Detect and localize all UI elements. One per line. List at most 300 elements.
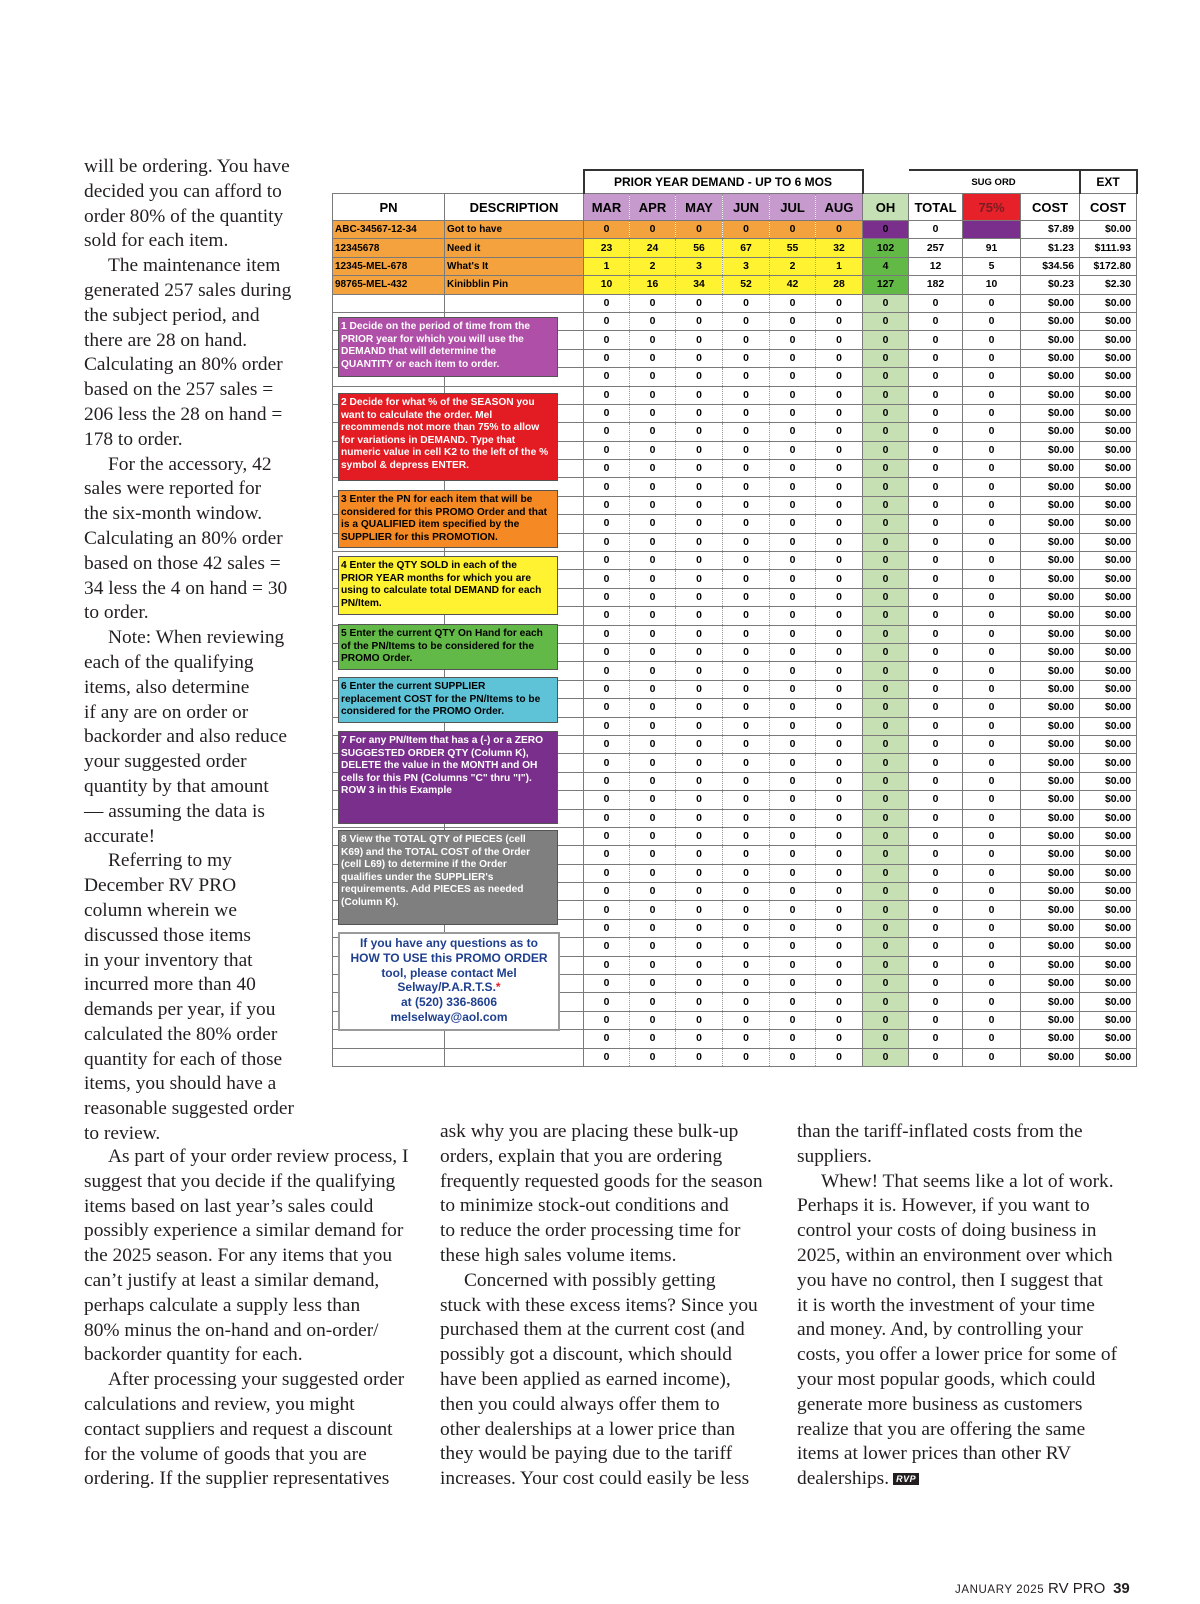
month-cell: 0 [584, 460, 630, 478]
oh-cell: 0 [863, 809, 909, 827]
prior-year-demand-header: PRIOR YEAR DEMAND - UP TO 6 MOS [584, 170, 863, 194]
sug-ord-cell: 0 [963, 809, 1021, 827]
contact-line: at (520) 336-8606 [400, 995, 498, 1010]
month-cell: 0 [816, 883, 863, 901]
article-line: your most popular goods, which could [797, 1368, 1096, 1390]
article-line: stuck with these excess items? Since you [440, 1294, 758, 1316]
step-line: qualifies under the SUPPLIER's [341, 871, 494, 883]
cost-cell: $0.00 [1021, 404, 1080, 422]
month-cell: 0 [816, 607, 863, 625]
month-cell: 0 [816, 975, 863, 993]
month-cell: 0 [723, 754, 770, 772]
total-cell: 0 [909, 864, 963, 882]
article-line: Note: When reviewing [108, 627, 285, 649]
cost-cell: $0.00 [1021, 607, 1080, 625]
month-cell: 0 [723, 846, 770, 864]
month-cell: 0 [630, 533, 676, 551]
sug-ord-cell: 0 [963, 938, 1021, 956]
month-cell: 0 [770, 441, 816, 459]
step-line: 8 View the TOTAL QTY of PIECES (cell [341, 834, 526, 845]
month-cell: 0 [770, 699, 816, 717]
step-line: considered for the PROMO Order. [341, 706, 505, 718]
oh-header: OH [863, 194, 909, 221]
oh-cell: 0 [863, 441, 909, 459]
month-cell: 0 [676, 478, 723, 496]
total-cell: 0 [909, 625, 963, 643]
ext-cost-cell: $2.30 [1080, 276, 1137, 294]
month-cell: 0 [630, 735, 676, 753]
description-cell [445, 294, 584, 312]
sug-ord-cell: 0 [963, 643, 1021, 661]
article-line: items based on last year’s sales could [84, 1195, 374, 1217]
cost-cell: $0.00 [1021, 735, 1080, 753]
oh-cell: 0 [863, 662, 909, 680]
month-cell: 0 [770, 386, 816, 404]
article-line: sales were reported for [84, 478, 262, 500]
month-cell: 0 [584, 533, 630, 551]
month-cell: 0 [676, 294, 723, 312]
month-cell: 0 [770, 1030, 816, 1048]
month-cell: 0 [723, 607, 770, 625]
ext-cost-cell: $0.00 [1080, 717, 1137, 735]
article-line: sold for each item. [84, 230, 229, 252]
cost-cell: $0.00 [1021, 864, 1080, 882]
month-cell: 0 [723, 1011, 770, 1029]
sug-ord-cell: 0 [963, 754, 1021, 772]
total-cell: 0 [909, 294, 963, 312]
month-cell: 0 [630, 662, 676, 680]
article-line: possibly got a discount, which should [440, 1344, 732, 1366]
month-cell: 0 [770, 349, 816, 367]
month-cell: 0 [584, 1011, 630, 1029]
month-cell: 0 [816, 993, 863, 1011]
oh-cell: 0 [863, 607, 909, 625]
total-cell: 0 [909, 1030, 963, 1048]
cost-cell: $0.00 [1021, 312, 1080, 330]
step-line: symbol & depress ENTER. [341, 459, 469, 471]
article-column-left-top [84, 155, 304, 1147]
month-cell: 0 [770, 846, 816, 864]
ext-cost-cell: $0.00 [1080, 404, 1137, 422]
total-cell: 0 [909, 607, 963, 625]
month-cell: 0 [676, 441, 723, 459]
oh-cell: 0 [863, 625, 909, 643]
month-cell: 0 [676, 496, 723, 514]
cost-cell: $0.00 [1021, 349, 1080, 367]
article-line: the 2025 season. For any items that you [84, 1245, 393, 1267]
month-cell: 0 [676, 331, 723, 349]
month-cell: 0 [723, 386, 770, 404]
cost-cell: $0.00 [1021, 625, 1080, 643]
month-cell: 0 [630, 312, 676, 330]
month-cell: 0 [770, 919, 816, 937]
month-cell: 0 [816, 404, 863, 422]
month-cell: 0 [723, 312, 770, 330]
pn-cell [333, 1048, 445, 1066]
month-cell: 0 [630, 1030, 676, 1048]
month-cell: 16 [630, 276, 676, 294]
month-cell: 0 [816, 754, 863, 772]
cost-cell: $7.89 [1021, 221, 1080, 239]
month-cell: 28 [816, 276, 863, 294]
sug-ord-cell [963, 221, 1021, 239]
ext-cost-cell: $0.00 [1080, 699, 1137, 717]
oh-cell: 0 [863, 368, 909, 386]
month-header: JUL [770, 194, 816, 221]
pn-cell [333, 294, 445, 312]
month-cell: 0 [630, 478, 676, 496]
month-cell: 0 [630, 809, 676, 827]
month-cell: 0 [584, 735, 630, 753]
month-cell: 55 [770, 239, 816, 257]
total-header: TOTAL [909, 194, 963, 221]
total-cell: 0 [909, 735, 963, 753]
month-cell: 0 [630, 588, 676, 606]
pn-cell: 12345-MEL-678 [333, 257, 445, 275]
ext-cost-cell: $0.00 [1080, 312, 1137, 330]
article-line: 206 less the 28 on hand = [84, 403, 283, 425]
month-cell: 0 [723, 294, 770, 312]
oh-cell: 0 [863, 478, 909, 496]
oh-cell: 0 [863, 827, 909, 845]
cost-cell: $0.00 [1021, 570, 1080, 588]
step-box-3 [338, 490, 558, 548]
total-cell: 0 [909, 827, 963, 845]
oh-cell: 0 [863, 294, 909, 312]
ext-cost-cell: $0.00 [1080, 919, 1137, 937]
sug-ord-cell: 0 [963, 588, 1021, 606]
sug-ord-cell: 0 [963, 772, 1021, 790]
month-cell: 0 [584, 662, 630, 680]
total-cell: 0 [909, 386, 963, 404]
month-header: MAY [676, 194, 723, 221]
month-cell: 0 [723, 662, 770, 680]
article-line: possibly experience a similar demand for [84, 1220, 404, 1242]
month-cell: 0 [676, 312, 723, 330]
month-cell: 0 [630, 883, 676, 901]
total-cell: 0 [909, 938, 963, 956]
total-cell: 0 [909, 368, 963, 386]
sug-ord-cell: 0 [963, 1011, 1021, 1029]
sug-ord-cell: 0 [963, 901, 1021, 919]
total-cell: 0 [909, 221, 963, 239]
month-cell: 0 [723, 643, 770, 661]
month-cell: 0 [816, 1048, 863, 1066]
ext-cost-cell: $0.00 [1080, 552, 1137, 570]
month-header: JUN [723, 194, 770, 221]
oh-cell: 0 [863, 699, 909, 717]
month-cell: 0 [630, 717, 676, 735]
table-row [333, 221, 1137, 239]
ext-cost-cell: $0.00 [1080, 570, 1137, 588]
month-cell: 0 [770, 423, 816, 441]
month-cell: 0 [630, 975, 676, 993]
month-cell: 0 [723, 717, 770, 735]
total-cell: 0 [909, 533, 963, 551]
month-cell: 0 [630, 1048, 676, 1066]
article-line: Calculating an 80% order [84, 527, 283, 549]
ext-cost-cell: $0.00 [1080, 423, 1137, 441]
month-cell: 42 [770, 276, 816, 294]
month-cell: 0 [630, 404, 676, 422]
month-cell: 0 [770, 1048, 816, 1066]
month-cell: 0 [676, 717, 723, 735]
month-cell: 0 [723, 772, 770, 790]
article-column-middle [440, 1120, 770, 1492]
total-cell: 0 [909, 956, 963, 974]
pn-cell: ABC-34567-12-34 [333, 221, 445, 239]
month-cell: 0 [770, 478, 816, 496]
cost-cell: $0.00 [1021, 662, 1080, 680]
article-line: purchased them at the current cost (and [440, 1319, 745, 1341]
sug-ord-cell: 0 [963, 735, 1021, 753]
month-header: MAR [584, 194, 630, 221]
article-line: items at lower prices than other RV [797, 1443, 1072, 1465]
month-cell: 0 [770, 1011, 816, 1029]
month-cell: 0 [584, 625, 630, 643]
contact-line: Selway/P.A.R.T.S.* [397, 980, 501, 995]
month-cell: 0 [676, 772, 723, 790]
month-cell: 0 [816, 478, 863, 496]
month-cell: 0 [770, 956, 816, 974]
month-cell: 0 [630, 827, 676, 845]
month-cell: 0 [723, 496, 770, 514]
contact-line: If you have any questions as to [359, 936, 539, 950]
table-row [333, 1030, 1137, 1048]
step-line: SUPPLIER for this PROMOTION. [341, 531, 498, 543]
article-line: if any are on order or [84, 701, 249, 723]
ext-cost-cell: $0.00 [1080, 901, 1137, 919]
asterisk-mark: * [495, 980, 501, 995]
cost-cell: $0.00 [1021, 331, 1080, 349]
month-cell: 0 [676, 754, 723, 772]
table-row [333, 1048, 1137, 1066]
cost-cell: $0.00 [1021, 533, 1080, 551]
month-cell: 0 [676, 791, 723, 809]
total-cell: 0 [909, 349, 963, 367]
description-cell [445, 1030, 584, 1048]
month-cell: 0 [676, 368, 723, 386]
article-line: Concerned with possibly getting [464, 1269, 716, 1291]
description-header: DESCRIPTION [445, 194, 584, 221]
cost-cell: $0.00 [1021, 846, 1080, 864]
month-cell: 0 [584, 294, 630, 312]
cost-cell: $0.00 [1021, 496, 1080, 514]
step-line: PRIOR YEAR months for which you are [341, 572, 532, 584]
month-cell: 0 [770, 515, 816, 533]
article-line: column wherein we [84, 899, 237, 921]
month-cell: 0 [816, 680, 863, 698]
month-cell: 0 [770, 883, 816, 901]
month-cell: 0 [630, 993, 676, 1011]
ext-cost-cell: $0.00 [1080, 791, 1137, 809]
month-cell: 0 [723, 791, 770, 809]
total-cell: 0 [909, 496, 963, 514]
article-line: 34 less the 4 on hand = 30 [84, 577, 288, 599]
total-cell: 0 [909, 423, 963, 441]
month-cell: 0 [816, 533, 863, 551]
step-line: considered for this PROMO Order and that [341, 506, 548, 518]
article-line: items, also determine [84, 676, 250, 698]
article-line: can’t justify at least a similar demand, [84, 1269, 380, 1291]
month-cell: 0 [770, 368, 816, 386]
month-cell: 0 [630, 515, 676, 533]
sug-ord-cell: 0 [963, 919, 1021, 937]
oh-cell: 0 [863, 1011, 909, 1029]
sug-ord-cell: 0 [963, 956, 1021, 974]
month-cell: 0 [584, 791, 630, 809]
month-cell: 0 [816, 441, 863, 459]
month-cell: 0 [584, 846, 630, 864]
month-cell: 0 [770, 570, 816, 588]
month-cell: 0 [816, 570, 863, 588]
ext-cost-cell: $111.93 [1080, 239, 1137, 257]
ext-cost-cell: $0.00 [1080, 754, 1137, 772]
month-cell: 0 [723, 441, 770, 459]
month-cell: 0 [723, 883, 770, 901]
month-cell: 0 [723, 919, 770, 937]
month-cell: 0 [770, 552, 816, 570]
month-cell: 0 [723, 938, 770, 956]
month-cell: 0 [630, 864, 676, 882]
sug-ord-cell: 0 [963, 349, 1021, 367]
total-cell: 0 [909, 772, 963, 790]
article-line: quantity by that amount [84, 775, 269, 797]
total-cell: 257 [909, 239, 963, 257]
article-line: For the accessory, 42 [108, 453, 272, 475]
ext-cost-cell: $0.00 [1080, 1011, 1137, 1029]
month-cell: 0 [630, 680, 676, 698]
total-cell: 0 [909, 662, 963, 680]
month-cell: 0 [630, 368, 676, 386]
article-line: to order. [84, 602, 149, 624]
sug-ord-cell: 0 [963, 883, 1021, 901]
total-cell: 0 [909, 404, 963, 422]
ext-cost-cell: $0.00 [1080, 846, 1137, 864]
step-line: (Column K). [341, 896, 399, 908]
month-cell: 0 [676, 552, 723, 570]
month-cell: 0 [770, 809, 816, 827]
oh-cell: 0 [863, 331, 909, 349]
article-line: these high sales volume items. [440, 1244, 677, 1266]
ext-cost-cell: $0.00 [1080, 331, 1137, 349]
month-cell: 0 [630, 460, 676, 478]
cost-cell: $0.00 [1021, 1011, 1080, 1029]
total-cell: 0 [909, 312, 963, 330]
month-cell: 0 [676, 662, 723, 680]
month-cell: 0 [676, 846, 723, 864]
oh-cell: 0 [863, 846, 909, 864]
description-cell: What's It [445, 257, 584, 275]
ext-cost-cell: $0.00 [1080, 533, 1137, 551]
total-cell: 0 [909, 754, 963, 772]
total-cell: 0 [909, 680, 963, 698]
month-cell: 0 [816, 791, 863, 809]
step-line: using to calculate total DEMAND for each [341, 585, 542, 597]
month-cell: 0 [676, 607, 723, 625]
article-line: you have no control, then I suggest that [797, 1269, 1103, 1291]
oh-cell: 0 [863, 883, 909, 901]
month-cell: 0 [770, 717, 816, 735]
month-cell: 0 [630, 607, 676, 625]
month-cell: 0 [723, 533, 770, 551]
step-line: 1 Decide on the period of time from the [341, 321, 531, 332]
group-header-row [333, 170, 1137, 194]
sug-ord-cell: 0 [963, 386, 1021, 404]
oh-cell: 0 [863, 312, 909, 330]
month-cell: 0 [770, 331, 816, 349]
oh-cell: 0 [863, 515, 909, 533]
article-line: other dealerships at a lower price than [440, 1418, 736, 1440]
article-line: quantity for each of those [84, 1048, 283, 1070]
sug-ord-cell: 0 [963, 717, 1021, 735]
month-cell: 1 [816, 257, 863, 275]
step-box-5 [338, 624, 558, 670]
month-cell: 0 [723, 478, 770, 496]
table-row [333, 276, 1137, 294]
step-line: cells for this PN (Columns "C" thru "I"). [341, 772, 532, 784]
month-cell: 0 [630, 386, 676, 404]
sug-ord-cell: 0 [963, 846, 1021, 864]
cost-cell: $1.23 [1021, 239, 1080, 257]
month-cell: 0 [584, 496, 630, 514]
month-cell: 0 [584, 221, 630, 239]
month-cell: 0 [584, 331, 630, 349]
month-cell: 0 [770, 607, 816, 625]
month-cell: 0 [584, 975, 630, 993]
total-cell: 0 [909, 1011, 963, 1029]
total-cell: 0 [909, 1048, 963, 1066]
oh-cell: 0 [863, 901, 909, 919]
month-cell: 0 [676, 919, 723, 937]
sug-ord-cell: 0 [963, 368, 1021, 386]
ext-cost-cell: $0.00 [1080, 735, 1137, 753]
month-cell: 0 [723, 864, 770, 882]
sug-ord-cell: 0 [963, 680, 1021, 698]
oh-cell: 0 [863, 1048, 909, 1066]
total-cell: 12 [909, 257, 963, 275]
step-line: 6 Enter the current SUPPLIER [341, 681, 486, 692]
ext-cost-cell: $0.00 [1080, 662, 1137, 680]
oh-cell: 0 [863, 791, 909, 809]
oh-cell: 0 [863, 423, 909, 441]
month-cell: 0 [816, 1011, 863, 1029]
oh-cell: 0 [863, 864, 909, 882]
month-cell: 0 [584, 404, 630, 422]
sug-ord-cell: 0 [963, 441, 1021, 459]
month-cell: 0 [723, 625, 770, 643]
month-cell: 0 [584, 1030, 630, 1048]
ext-cost-cell: $0.00 [1080, 368, 1137, 386]
month-cell: 0 [723, 809, 770, 827]
article-column-right [797, 1120, 1127, 1492]
contact-email: melselway@aol.com [390, 1009, 508, 1024]
article-line: suggest that you decide if the qualifying [84, 1170, 396, 1192]
month-cell: 0 [630, 349, 676, 367]
sug-ord-cell: 0 [963, 460, 1021, 478]
total-cell: 0 [909, 552, 963, 570]
month-cell: 0 [770, 625, 816, 643]
month-cell: 0 [676, 975, 723, 993]
ext-cost-cell: $0.00 [1080, 478, 1137, 496]
cost-cell: $0.00 [1021, 386, 1080, 404]
step-line: PN/Item. [341, 597, 382, 609]
month-cell: 0 [584, 312, 630, 330]
article-line: dealerships. RVP [797, 1467, 1127, 1492]
month-cell: 0 [816, 864, 863, 882]
month-cell: 0 [816, 496, 863, 514]
cost-cell: $0.00 [1021, 975, 1080, 993]
